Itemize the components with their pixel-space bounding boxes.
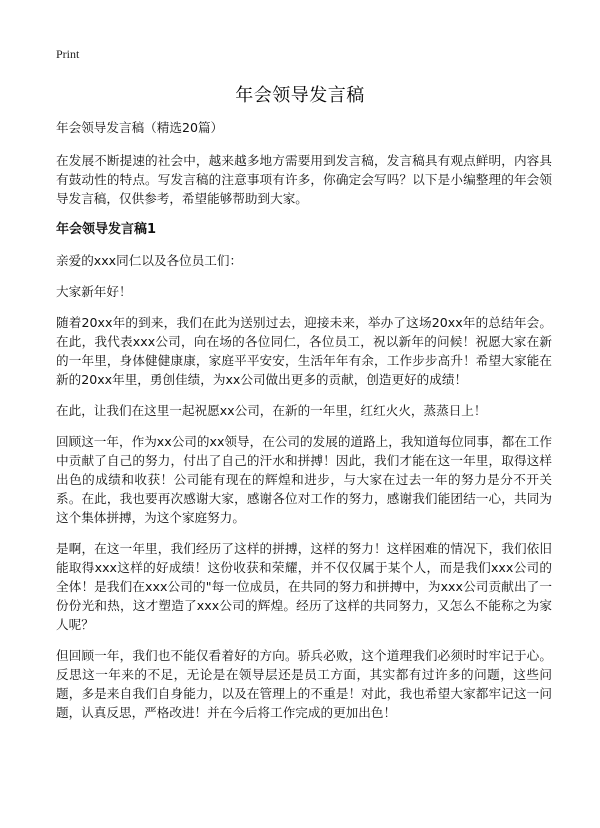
print-label: Print	[56, 47, 80, 61]
document-subtitle: 年会领导发言稿（精选20篇）	[56, 120, 224, 135]
section-heading: 年会领导发言稿1	[56, 222, 157, 237]
body-paragraph: 在此，让我们在这里一起祝愿xx公司，在新的一年里，红红火火，蒸蒸日上！	[56, 403, 487, 418]
body-paragraph: 但回顾一年，我们也不能仅看着好的方向。骄兵必败，这个道理我们必须时时牢记于心。反思这一年来的不足，无论是在领导层还是员工方面，其实都有过许多的问题，这些问题，多是来自我们自身能力，以及在管理上的不重是！对此，我也希望大家都牢记这一问题，认真反思，严格改进！并在今后将工作完成的更加出色！	[56, 648, 552, 720]
body-paragraph: 是啊，在这一年里，我们经历了这样的拼搏，这样的努力！这样困难的情况下，我们依旧能取得xxx这样的好成绩！这份收获和荣耀，并不仅仅属于某个人，而是我们xxx公司的全体！是我们在xxx公司的"每一位成员，在共同的努力和拼搏中，为xxx公司贡献出了一份份光和热，这才塑造了xxx公司的辉煌。经历了这样的共同努力，又怎么不能称之为家人呢？	[56, 541, 552, 632]
intro-paragraph: 在发展不断提速的社会中，越来越多地方需要用到发言稿，发言稿具有观点鲜明，内容具有鼓动性的特点。写发言稿的注意事项有许多，你确定会写吗？以下是小编整理的年会领导发言稿，仅供参考，希望能够帮助到大家。	[56, 153, 552, 206]
salutation-paragraph: 亲爱的xxx同仁以及各位员工们：	[56, 253, 243, 268]
greeting-paragraph: 大家新年好！	[56, 284, 132, 299]
document-body	[56, 118, 552, 734]
body-paragraph: 回顾这一年，作为xx公司的xx领导，在公司的发展的道路上，我知道每位同事，都在工作中贡献了自己的努力，付出了自己的汗水和拼搏！因此，我们才能在这一年里，取得这样出色的成绩和收获！公司能有现在的辉煌和进步，与大家在过去一年的努力是分不开关系。在此，我也要再次感谢大家，感谢各位对工作的努力，感谢我们能团结一心，共同为这个集体拼搏，为这个家庭努力。	[56, 434, 552, 525]
body-paragraph: 随着20xx年的到来，我们在此为送别过去，迎接未来，举办了这场20xx年的总结年会。在此，我代表xxx公司，向在场的各位同仁，各位员工，祝以新年的问候！祝愿大家在新的一年里，身体健健康康，家庭平平安安，生活年年有余，工作步步高升！希望大家能在新的20xx年里，勇创佳绩，为xx公司做出更多的贡献，创造更好的成绩！	[56, 315, 552, 387]
document-title: 年会领导发言稿	[235, 85, 365, 106]
